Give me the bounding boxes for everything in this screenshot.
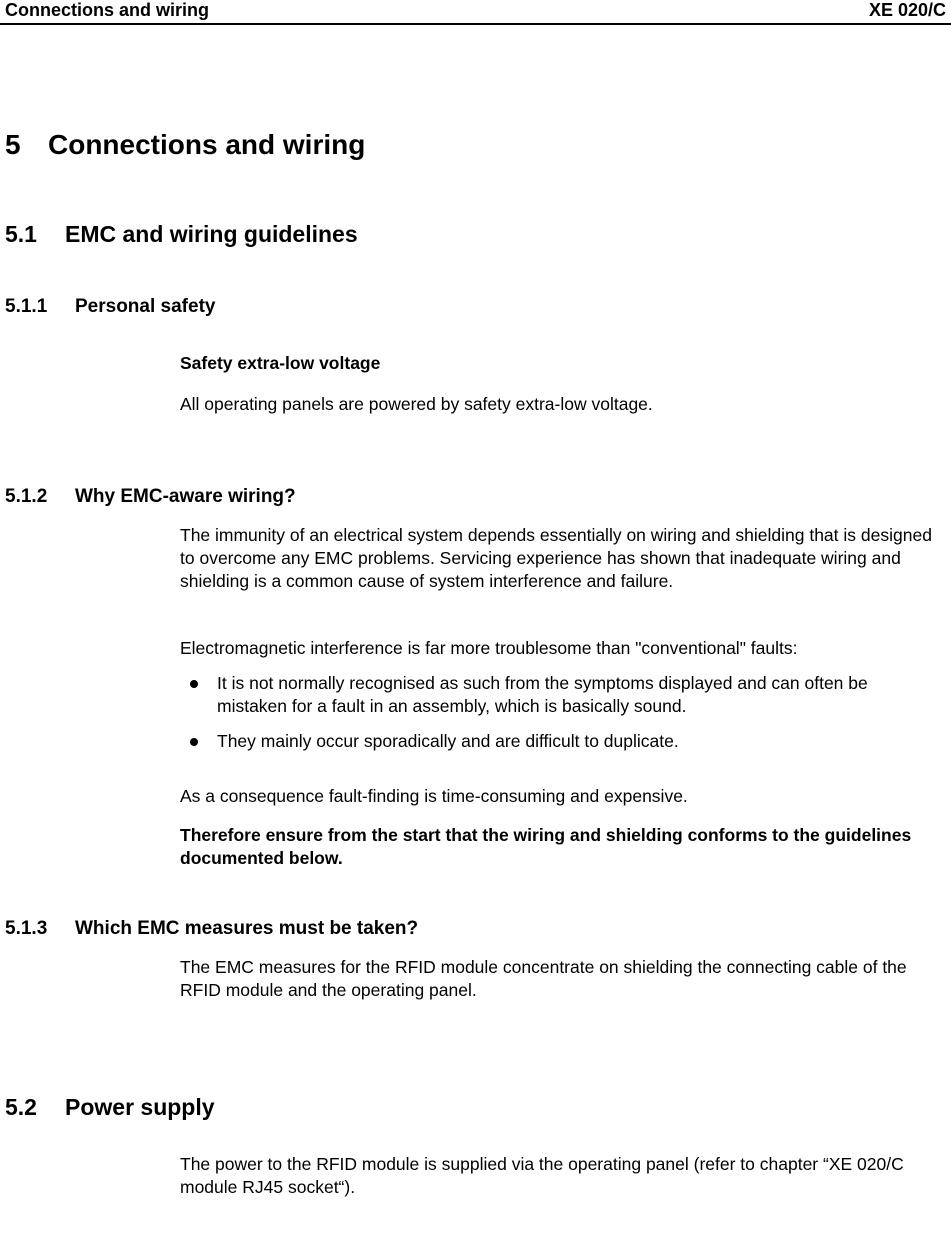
page-content [0,129,951,1199]
paragraph: The EMC measures for the RFID module concentrate on shielding the connecting cable of the RFID module and the operating panel. [180,957,907,1000]
subsection-title: Personal safety [75,296,216,317]
subsection-number: 5.1.3 [5,918,48,939]
page-header [0,0,951,25]
power-supply-block [180,1153,941,1199]
list-item [180,730,941,753]
section-heading-5-2 [5,1094,943,1121]
section-number: 5.1 [5,221,37,247]
subsection-heading-5-1-3 [5,918,943,940]
subsection-title: Which EMC measures must be taken? [75,918,419,939]
list-item [180,672,941,718]
chapter-heading [5,129,943,161]
paragraph: As a consequence fault-finding is time-consuming and expensive. [180,786,688,806]
personal-safety-block [180,352,941,416]
bullet-icon [180,730,217,753]
which-emc-block [180,956,941,1002]
bullet-icon [180,672,217,718]
subsection-number: 5.1.1 [5,296,48,317]
safety-subtitle: Safety extra-low voltage [180,353,381,373]
safety-body: All operating panels are powered by safety extra-low voltage. [180,394,653,414]
paragraph-emphasis: Therefore ensure from the start that the wiring and shielding conforms to the guidelines documented below. [180,825,912,868]
subsection-title: Why EMC-aware wiring? [75,486,296,507]
chapter-number: 5 [5,129,21,160]
why-emc-block [180,524,941,870]
list-item-text: They mainly occur sporadically and are difficult to duplicate. [217,731,679,751]
paragraph: The immunity of an electrical system depends essentially on wiring and shielding that is designed to overcome any EMC problems. Servicing experience has shown that inadequate wiring and shielding is a common cause of system interference and failure. [180,525,932,591]
section-number: 5.2 [5,1094,37,1120]
list-item-text: It is not normally recognised as such from the symptoms displayed and can often be mistaken for a fault in an assembly, which is basically sound. [217,673,868,716]
header-product-code: XE 020/C [868,0,946,20]
header-chapter-title: Connections and wiring [5,0,210,20]
bullet-list [180,672,941,753]
chapter-title: Connections and wiring [48,129,366,160]
paragraph: Electromagnetic interference is far more troublesome than "conventional" faults: [180,638,798,658]
section-heading-5-1 [5,221,943,248]
section-title: Power supply [65,1094,215,1120]
paragraph: The power to the RFID module is supplied via the operating panel (refer to chapter “XE 020/C module RJ45 socket“). [180,1154,904,1197]
subsection-heading-5-1-2 [5,486,943,508]
subsection-heading-5-1-1 [5,296,943,318]
subsection-number: 5.1.2 [5,486,48,507]
section-title: EMC and wiring guidelines [65,221,358,247]
